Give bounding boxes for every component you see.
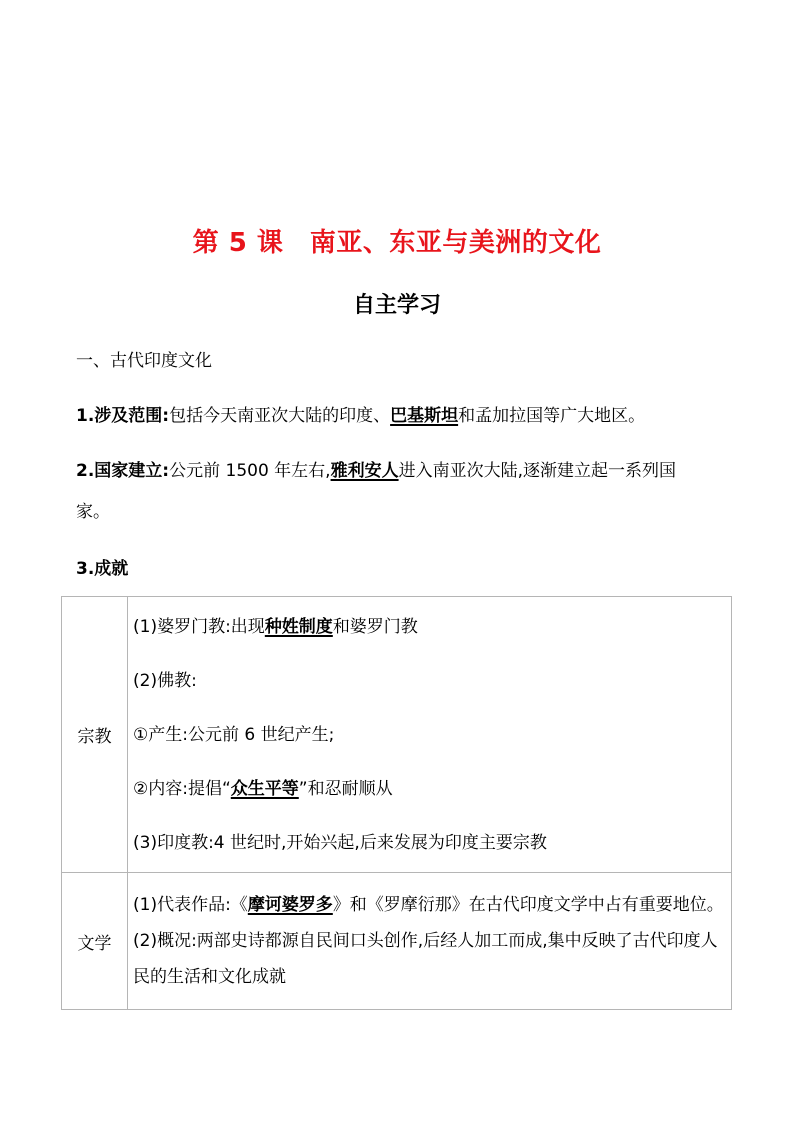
item-scope-key: 巴基斯坦 — [390, 406, 459, 426]
religion-line-brahmanism — [133, 613, 727, 641]
table-row-religion — [62, 597, 732, 873]
religion-line1-key: 种姓制度 — [264, 616, 333, 637]
religion-line-buddhism: (2)佛教: — [133, 670, 197, 691]
religion-line1-post: 和婆罗门教 — [332, 616, 418, 637]
category-religion: 宗教 — [62, 597, 128, 873]
item-scope-text-pre: 包括今天南亚次大陆的印度、 — [169, 406, 391, 426]
item-state-text-post: 进入南亚次大陆,逐渐建立起一系列国 — [398, 461, 676, 481]
religion-line4-key: 众生平等 — [230, 778, 299, 799]
religion-line-origin: ①产生:公元前 6 世纪产生; — [133, 724, 335, 745]
item-achievements-label: 3.成就 — [76, 559, 129, 579]
religion-line1-pre: (1)婆罗门教:出现 — [133, 616, 265, 637]
literature-key: 摩诃婆罗多 — [247, 895, 333, 915]
item-state-label: 2.国家建立: — [76, 461, 170, 481]
literature-pre: (1)代表作品:《 — [133, 895, 248, 915]
section-heading-ancient-india: 一、古代印度文化 — [76, 351, 212, 371]
section-subtitle: 自主学习 — [352, 293, 441, 318]
literature-paragraph — [133, 887, 727, 995]
item-state-text-pre: 公元前 1500 年左右, — [169, 461, 331, 481]
lesson-title: 第 5 课 南亚、东亚与美洲的文化 — [192, 228, 602, 258]
literature-post: 》和《罗摩衍那》在古代印度文学中占有重要地位。(2)概况:两部史诗都源自民间口头创作,后经人加工而成,集中反映了古代印度人民的生活和文化成就 — [133, 895, 724, 987]
item-scope — [76, 401, 645, 426]
table-row-literature — [62, 873, 732, 1010]
religion-content — [128, 597, 732, 873]
achievements-table — [61, 596, 732, 1010]
religion-line-hinduism: (3)印度教:4 世纪时,开始兴起,后来发展为印度主要宗教 — [133, 832, 547, 853]
category-literature: 文学 — [62, 873, 128, 1010]
item-state-key: 雅利安人 — [330, 461, 399, 481]
item-state-continuation: 家。 — [76, 502, 110, 522]
item-state-founding — [76, 456, 676, 481]
item-scope-text-post: 和孟加拉国等广大地区。 — [458, 406, 646, 426]
literature-content — [128, 873, 732, 1010]
religion-line-content — [133, 775, 727, 803]
religion-line4-post: ”和忍耐顺从 — [298, 778, 393, 799]
item-scope-label: 1.涉及范围: — [76, 406, 170, 426]
religion-line4-pre: ②内容:提倡“ — [133, 778, 231, 799]
